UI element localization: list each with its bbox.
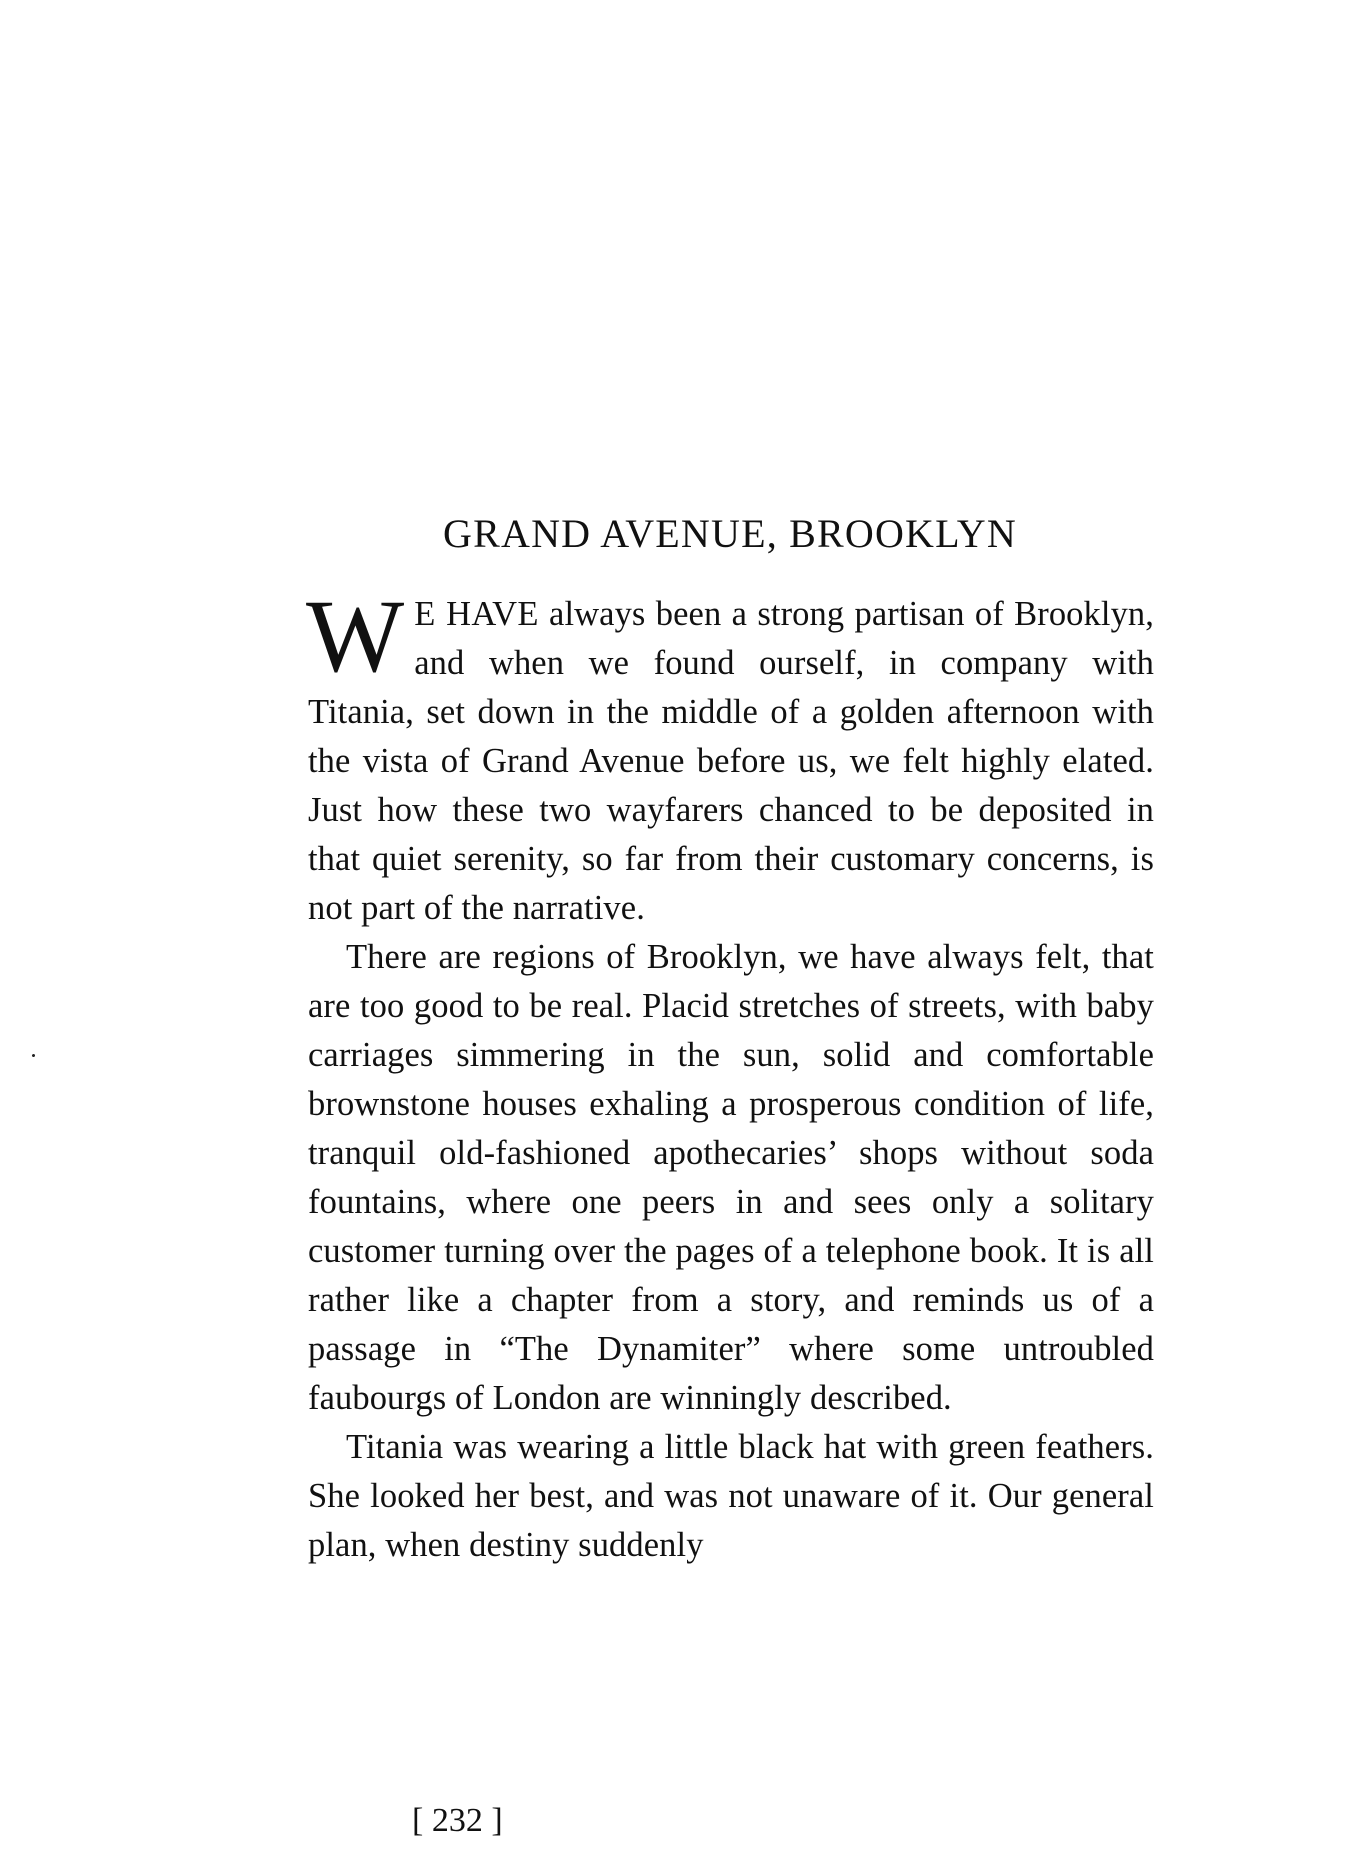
opening-words: E HAVE [414, 595, 539, 633]
paragraph-1-text: always been a strong partisan of Brooklyn, and when we found ourself, in company with Titania, set down in the middle of a golden afternoon with the vista of Grand Avenue before us, we felt highly elated. Just how these two wayfarers chanced to be deposited in that quiet serenity, so far from their customary concerns, is not part of the narrative. [308, 595, 1154, 927]
page-title: GRAND AVENUE, BROOKLYN [443, 511, 1017, 556]
drop-cap: W [306, 579, 405, 694]
body-text [306, 579, 1154, 1570]
paragraph-1 [306, 579, 1154, 933]
paper-speck [32, 1054, 36, 1058]
paragraph-3: Titania was wearing a little black hat with green feathers. She looked her best, and was not unaware of it. Our general plan, when destiny suddenly [308, 1428, 1154, 1564]
paragraph-2: There are regions of Brooklyn, we have always felt, that are too good to be real. Placid stretches of streets, with baby carriages simmering in the sun, solid and comfortable brownstone houses exhaling a prosperous condition of life, tranquil old-fashioned apothecaries’ shops without soda fountains, where one peers in and sees only a solitary customer turning over the pages of a telephone book. It is all rather like a chapter from a story, and reminds us of a passage in “The Dynamiter” where some untroubled faubourgs of London are winningly described. [308, 938, 1154, 1417]
page-number: [ 232 ] [412, 1802, 503, 1839]
